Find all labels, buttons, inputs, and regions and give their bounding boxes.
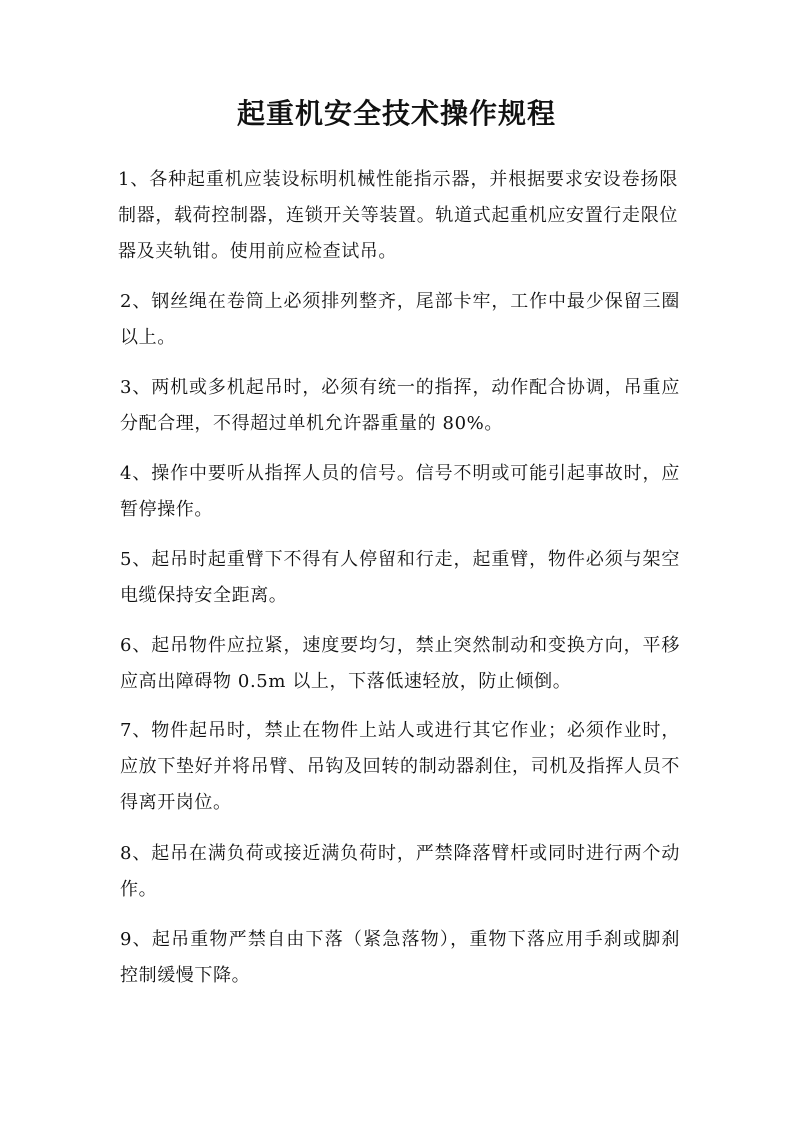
paragraph-2: 2、钢丝绳在卷筒上必须排列整齐，尾部卡牢，工作中最少保留三圈以上。 (120, 291, 680, 348)
paragraph-6: 6、起吊物件应拉紧，速度要均匀，禁止突然制动和变换方向，平移应高出障碍物 0.5m 以上，下落低速轻放，防止倾倒。 (120, 635, 680, 692)
paragraph-1: 1、各种起重机应装设标明机械性能指示器，并根据要求安设卷扬限制器，载荷控制器，连锁开关等装置。轨道式起重机应安置行走限位器及夹轨钳。使用前应检查试吊。 (118, 169, 678, 262)
paragraph-4: 4、操作中要听从指挥人员的信号。信号不明或可能引起事故时，应暂停操作。 (120, 463, 680, 520)
paragraph-8: 8、起吊在满负荷或接近满负荷时，严禁降落臂杆或同时进行两个动作。 (120, 843, 680, 900)
document-title: 起重机安全技术操作规程 (236, 97, 556, 130)
paragraph-5: 5、起吊时起重臂下不得有人停留和行走，起重臂，物件必须与架空电缆保持安全距离。 (120, 549, 680, 606)
paragraph-7: 7、物件起吊时，禁止在物件上站人或进行其它作业；必须作业时，应放下垫好并将吊臂、吊钩及回转的制动器刹住，司机及指挥人员不得离开岗位。 (120, 720, 680, 813)
paragraph-9: 9、起吊重物严禁自由下落（紧急落物），重物下落应用手刹或脚刹控制缓慢下降。 (120, 929, 680, 986)
paragraph-3: 3、两机或多机起吊时，必须有统一的指挥，动作配合协调，吊重应分配合理，不得超过单机允许器重量的 80%。 (120, 377, 680, 434)
